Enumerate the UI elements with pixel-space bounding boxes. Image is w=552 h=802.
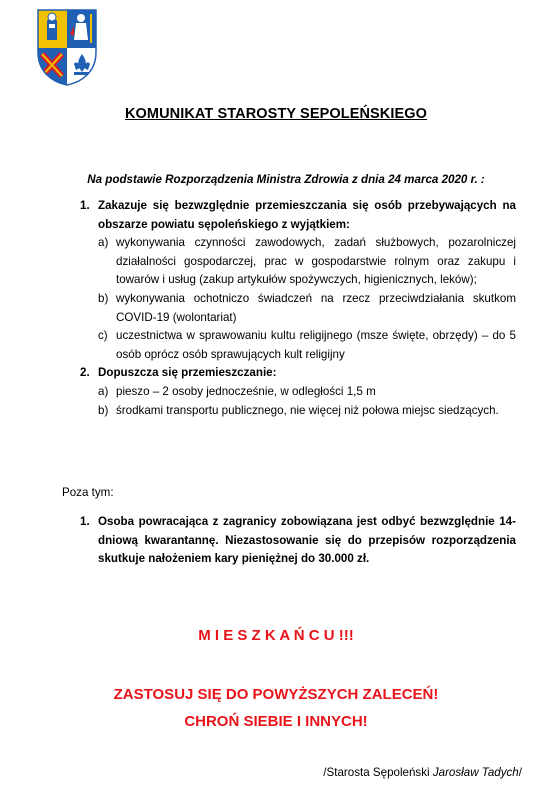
list-item <box>80 364 516 383</box>
sub-text: uczestnictwa w sprawowaniu kultu religijnego (msze święte, obrzędy) – do 5 osób oprócz osób sprawujących kult religijny <box>116 329 516 361</box>
sublist-item <box>98 402 516 421</box>
sub-letter: b) <box>98 403 109 417</box>
sublist <box>80 234 516 364</box>
sublist <box>80 383 516 420</box>
item-number: 1. <box>80 199 90 212</box>
appeal-line-2: CHROŃ SIEBIE I INNYCH! <box>184 713 368 730</box>
sub-text: środkami transportu publicznego, nie więcej niż połowa miejsc siedzących. <box>116 403 499 417</box>
list-item <box>80 197 516 234</box>
signature-prefix: /Starosta Sępoleński <box>323 766 433 779</box>
item-number: 1. <box>80 515 90 528</box>
signature <box>323 766 522 779</box>
item-text: Osoba powracająca z zagranicy zobowiązana jest odbyć bezwzględnie 14-dniową kwarantannę. Niezastosowanie się do przepisów rozporządzenia skutkuje nałożeniem kary pieniężnej do 30.000 zł. <box>98 515 516 566</box>
sublist-item <box>98 383 516 402</box>
item-text: Dopuszcza się przemieszczanie: <box>98 366 277 380</box>
sub-letter: a) <box>98 384 109 398</box>
coat-of-arms-logo <box>36 8 98 86</box>
list-item <box>80 513 516 569</box>
sub-letter: a) <box>98 236 109 250</box>
intro-text: Na podstawie Rozporządzenia Ministra Zdrowia z dnia 24 marca 2020 r. : <box>87 173 485 186</box>
sublist-item <box>98 327 516 364</box>
sublist-item <box>98 234 516 290</box>
sub-text: wykonywania ochotniczo świadczeń na rzecz przeciwdziałania skutkom COVID-19 (wolontariat) <box>116 291 516 324</box>
sub-letter: c) <box>98 329 108 343</box>
besides-label: Poza tym: <box>62 486 114 499</box>
appeal-line-1: ZASTOSUJ SIĘ DO POWYŻSZYCH ZALECEŃ! <box>113 686 439 703</box>
page-title: KOMUNIKAT STAROSTY SEPOLEŃSKIEGO <box>124 106 428 122</box>
sub-text: wykonywania czynności zawodowych, zadań służbowych, pozarolniczej działalności gospodarczej, prac w gospodarstwie rolnym oraz zakupu i towarów i usług (zakup artykułów spożywczych, higienicznych, leków); <box>116 236 516 287</box>
sublist-item <box>98 290 516 327</box>
item-number: 2. <box>80 366 90 380</box>
signature-suffix: / <box>518 766 522 779</box>
regulation-list <box>80 197 516 420</box>
signature-name: Jarosław Tadych <box>432 766 519 779</box>
item-text: Zakazuje się bezwzględnie przemieszczania się osób przebywających na obszarze powiatu sępoleńskiego z wyjątkiem: <box>98 199 516 231</box>
sub-text: pieszo – 2 osoby jednocześnie, w odległości 1,5 m <box>116 384 376 398</box>
quarantine-list <box>80 513 516 569</box>
sub-letter: b) <box>98 291 109 305</box>
appeal-heading: M I E S Z K A Ń C U !!! <box>198 627 354 644</box>
